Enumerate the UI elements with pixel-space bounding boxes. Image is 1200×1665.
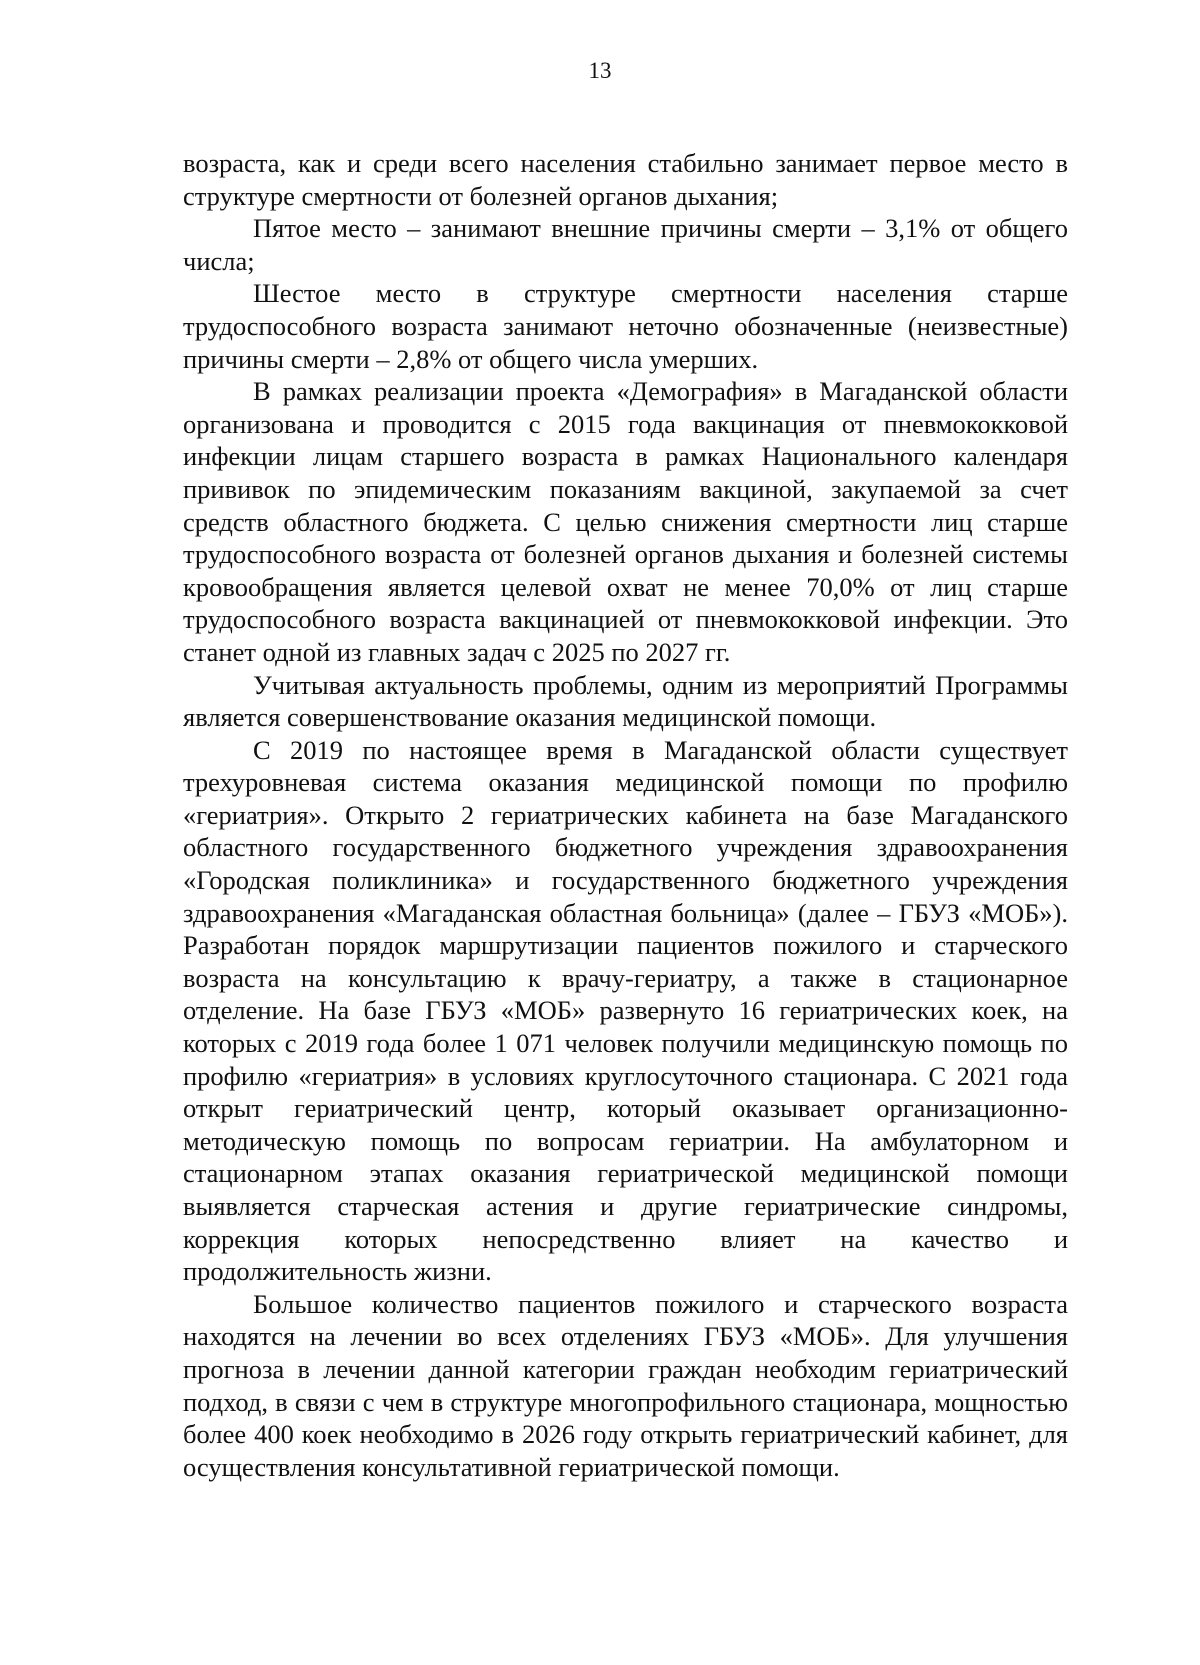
paragraph-geriatric-system: С 2019 по настоящее время в Магаданской области существует трехуровневая система оказания медицинской помощи по профилю «гериатрия». Открыто 2 гериатрических кабинета на базе Магаданского областного государственного бюджетного учреждения здравоохранения «Городская поликлиника» и государственного бюджетного учреждения здравоохранения «Магаданская областная больница» (далее – ГБУЗ «МОБ»). Разработан порядок маршрутизации пациентов пожилого и старческого возраста на консультацию к врачу-гериатру, а также в стационарное отделение. На базе ГБУЗ «МОБ» развернуто 16 гериатрических коек, на которых с 2019 года более 1 071 человек получили медицинскую помощь по профилю «гериатрия» в условиях круглосуточного стационара. С 2021 года открыт гериатрический центр, который оказывает организационно-методическую помощь по вопросам гериатрии. На амбулаторном и стационарном этапах оказания гериатрической медицинской помощи выявляется старческая астения и другие гериатрические синдромы, коррекция которых непосредственно влияет на качество и продолжительность жизни. [183, 734, 1068, 1287]
paragraph-sixth-place: Шестое место в структуре смертности населения старше трудоспособного возраста занимают неточно обозначенные (неизвестные) причины смерти – 2,8% от общего числа умерших. [183, 278, 1068, 374]
paragraph-vaccination: В рамках реализации проекта «Демография» в Магаданской области организована и проводится с 2015 года вакцинация от пневмококковой инфекции лицам старшего возраста в рамках Национального календаря прививок по эпидемическим показаниям вакциной, закупаемой за счет средств областного бюджета. С целью снижения смертности лиц старше трудоспособного возраста от болезней органов дыхания и болезней системы кровообращения является целевой охват не менее 70,0% от лиц старше трудоспособного возраста вакцинацией от пневмококковой инфекции. Это станет одной из главных задач с 2025 по 2027 гг. [183, 376, 1068, 667]
paragraph-fifth-place: Пятое место – занимают внешние причины смерти – 3,1% от общего числа; [183, 213, 1068, 276]
document-body [183, 147, 1068, 1483]
paragraph-respiratory-continuation: возраста, как и среди всего населения стабильно занимает первое место в структуре смертности от болезней органов дыхания; [183, 148, 1068, 211]
page-number: 13 [588, 58, 612, 83]
paragraph-geriatric-office: Большое количество пациентов пожилого и старческого возраста находятся на лечении во всех отделениях ГБУЗ «МОБ». Для улучшения прогноза в лечении данной категории граждан необходим гериатрический подход, в связи с чем в структуре многопрофильного стационара, мощностью более 400 коек необходимо в 2026 году открыть гериатрический кабинет, для осуществления консультативной гериатрической помощи. [183, 1288, 1068, 1482]
paragraph-program-measures: Учитывая актуальность проблемы, одним из мероприятий Программы является совершенствование оказания медицинской помощи. [183, 669, 1068, 733]
